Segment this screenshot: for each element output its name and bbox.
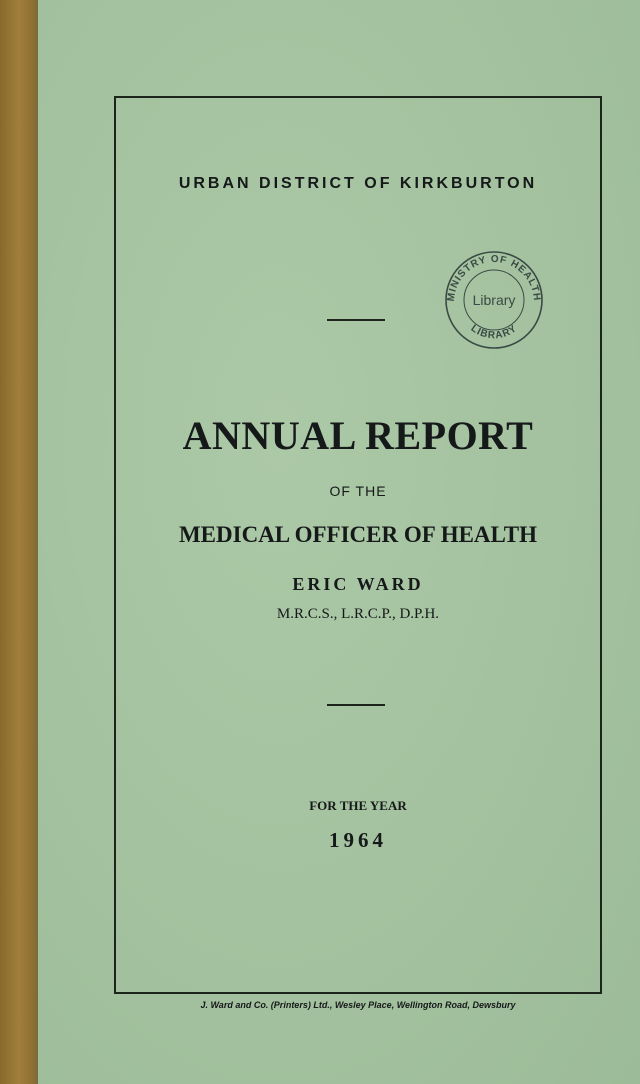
district-heading: URBAN DISTRICT OF KIRKBURTON (178, 175, 538, 192)
author-name: ERIC WARD (292, 574, 424, 594)
report-subtitle: MEDICAL OFFICER OF HEALTH (178, 522, 538, 547)
report-title: ANNUAL REPORT (182, 413, 534, 458)
svg-text:LIBRARY (469, 323, 520, 341)
book-spine (0, 0, 38, 1084)
stamp-center-text: Library (472, 292, 516, 308)
report-year: 1964 (329, 828, 387, 852)
of-the-text: OF THE (329, 483, 387, 499)
divider-rule-upper (327, 319, 385, 321)
stamp-top-text: MINISTRY OF HEALTH (445, 253, 543, 302)
printer-imprint: J. Ward and Co. (Printers) Ltd., Wesley Place, Wellington Road, Dewsbury (200, 1000, 516, 1010)
library-stamp (438, 244, 550, 356)
author-qualifications: M.R.C.S., L.R.C.P., D.P.H. (276, 606, 440, 622)
divider-rule-lower (327, 704, 385, 706)
stamp-bottom-text: LIBRARY (468, 323, 520, 342)
for-the-year-label: FOR THE YEAR (309, 798, 407, 813)
